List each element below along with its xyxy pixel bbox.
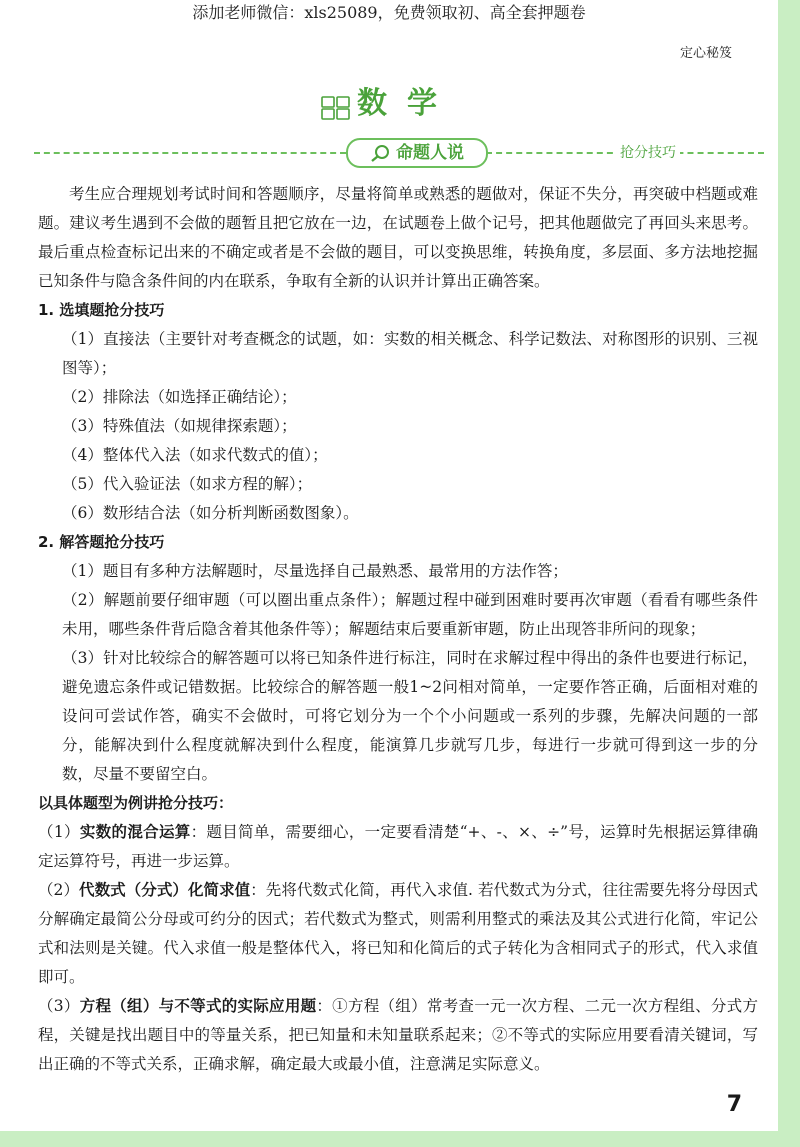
example-title: 方程（组）与不等式的实际应用题	[79, 997, 317, 1015]
list-item: （1）直接法（主要针对考查概念的试题，如：实数的相关概念、科学记数法、对称图形的识别、三视图等）；	[62, 330, 758, 377]
list-item: （6）数形结合法（如分析判断函数图象）。	[62, 504, 359, 522]
page-number: 7	[726, 1092, 742, 1117]
example-text: ：①方程（组）常考查一元一次方程、二元一次方程组、分式方程，关键是找出题目中的等量关系，把已知量和未知量联系起来；②不等式的实际应用要看清关键词，写出正确的不等式关系，正确求解，确定最大或最小值，注意满足实际意义。	[38, 997, 758, 1073]
list-item: （5）代入验证法（如求方程的解）；	[62, 475, 313, 493]
example-item	[38, 992, 758, 1079]
title-text: 数学	[357, 86, 457, 121]
bottom-green-band	[0, 1131, 800, 1147]
list-item: （3）针对比较综合的解答题可以将已知条件进行标注，同时在求解过程中得出的条件也要进行标记，避免遗忘条件或记错数据。比较综合的解答题一般1~2问相对简单，一定要作答正确，后面相对难的设问可尝试作答，确实不会做时，可将它划分为一个个小问题或一系列的步骤，先解决问题的一部分，能解决到什么程度就解决到什么程度，能演算几步就写几步，每进行一步就可得到这一步的分数，尽量不要留空白。	[62, 649, 758, 783]
section-pill-label: 命题人说	[396, 143, 464, 163]
intro-paragraph: 考生应合理规划考试时间和答题顺序，尽量将简单或熟悉的题做对，保证不失分，再突破中档题或难题。建议考生遇到不会做的题暂且把它放在一边，在试题卷上做个记号，把其他题做完了再回头来思考。最后重点检查标记出来的不确定或者是不会做的题目，可以变换思维，转换角度，多层面、多方法地挖掘已知条件与隐含条件间的内在联系，争取有全新的认识并计算出正确答案。	[38, 185, 758, 290]
corner-label: 定心秘笈	[679, 46, 732, 61]
section-heading-3: 以具体题型为例讲抢分技巧：	[38, 794, 234, 812]
right-green-band	[778, 0, 800, 1147]
page-title	[0, 78, 778, 122]
example-title: 实数的混合运算	[79, 823, 191, 841]
divider-line-left	[34, 152, 346, 154]
example-number: （1）	[38, 823, 80, 841]
top-banner: 添加老师微信：xls25089，免费领取初、高全套押题卷	[192, 3, 586, 22]
example-title: 代数式（分式）化简求值	[79, 881, 251, 899]
example-number: （2）	[38, 881, 80, 899]
section-heading-2: 2. 解答题抢分技巧	[38, 533, 165, 551]
list-item: （3）特殊值法（如规律探索题）；	[62, 417, 297, 435]
list-item: （4）整体代入法（如求代数式的值）；	[62, 446, 328, 464]
magnifier-icon	[370, 144, 392, 162]
main-content	[38, 180, 758, 1079]
example-text: ：题目简单，需要细心，一定要看清楚“+、-、×、÷”号，运算时先根据运算律确定运算符号，再进一步运算。	[38, 823, 758, 870]
grid-logo-icon	[321, 93, 351, 117]
list-item: （2）排除法（如选择正确结论）；	[62, 388, 297, 406]
example-number: （3）	[38, 997, 80, 1015]
example-item	[38, 876, 758, 992]
section-heading-1: 1. 选填题抢分技巧	[38, 301, 165, 319]
example-text: ：先将代数式化简，再代入求值. 若代数式为分式，往往需要先将分母因式分解确定最简公分母或可约分的因式；若代数式为整式，则需利用整式的乘法及其公式进行化简，牢记公式和法则是关键。代入求值一般是整体代入，将已知和化简后的式子转化为含相同式子的形式，代入求值即可。	[38, 881, 758, 986]
section-pill	[346, 138, 488, 168]
side-tag: 抢分技巧	[616, 142, 680, 162]
list-item: （2）解题前要仔细审题（可以圈出重点条件）；解题过程中碰到困难时要再次审题（看看有哪些条件未用，哪些条件背后隐含着其他条件等）；解题结束后要重新审题，防止出现答非所问的现象；	[62, 591, 758, 638]
section-divider	[34, 138, 764, 166]
list-item: （1）题目有多种方法解题时，尽量选择自己最熟悉、最常用的方法作答；	[62, 562, 568, 580]
example-item	[38, 818, 758, 876]
